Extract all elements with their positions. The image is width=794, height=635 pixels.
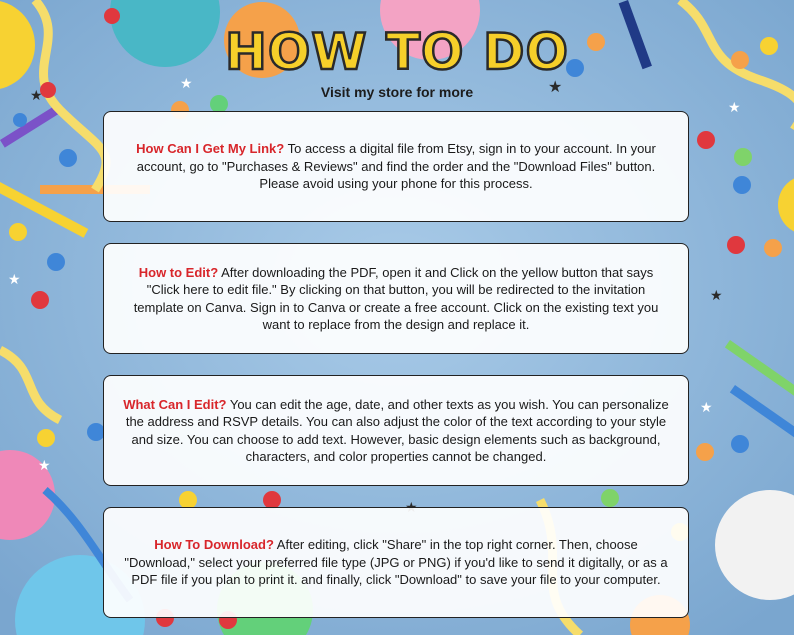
- card-question: What Can I Edit?: [123, 396, 227, 412]
- svg-text:★: ★: [180, 76, 193, 92]
- card-text: [122, 396, 670, 466]
- store-subtitle: Visit my store for more: [320, 84, 474, 100]
- info-card-what-edit: [103, 375, 689, 486]
- info-card-get-link: [103, 111, 689, 222]
- info-card-edit: [103, 243, 689, 354]
- svg-text:★: ★: [700, 400, 713, 416]
- svg-text:★: ★: [30, 88, 43, 104]
- card-answer: After editing, click "Share" in the top right corner. Then, choose "Download," select your preferred file type (JPG or PNG) if you'd like to send it digitally, or as a PDF file if you plan to print it. and finally, click "Download" to save your file to your computer.: [124, 537, 668, 588]
- card-answer: You can edit the age, date, and other texts as you wish. You can personalize the address and RSVP details. You can also adjust the color of the text according to your style and size. You can choose to add text. However, basic design elements such as background, characters, and color properties cannot be changed.: [125, 396, 669, 464]
- svg-text:★: ★: [8, 272, 21, 288]
- card-text: [122, 140, 670, 193]
- info-card-download: [103, 507, 689, 618]
- page-title: HOW TO DO: [225, 23, 569, 81]
- card-question: How To Download?: [154, 537, 274, 553]
- svg-text:★: ★: [38, 458, 51, 474]
- card-answer: After downloading the PDF, open it and Click on the yellow button that says "Click here to edit file." By clicking on that button, you will be redirected to the invitation template on Canva. Sign in to Canva or create a free account. Click on the existing text you want to replace from the design and replace it.: [133, 264, 659, 332]
- svg-text:★: ★: [710, 288, 723, 304]
- card-text: [122, 536, 670, 589]
- card-question: How to Edit?: [138, 264, 219, 280]
- card-text: [122, 264, 670, 334]
- svg-text:★: ★: [728, 100, 741, 116]
- card-answer: To access a digital file from Etsy, sign in to your account. In your account, go to "Purchases & Reviews" and find the order and the "Download Files" button. Please avoid using your phone for this process.: [136, 141, 656, 192]
- svg-text:★: ★: [548, 77, 563, 96]
- card-question: How Can I Get My Link?: [136, 141, 285, 157]
